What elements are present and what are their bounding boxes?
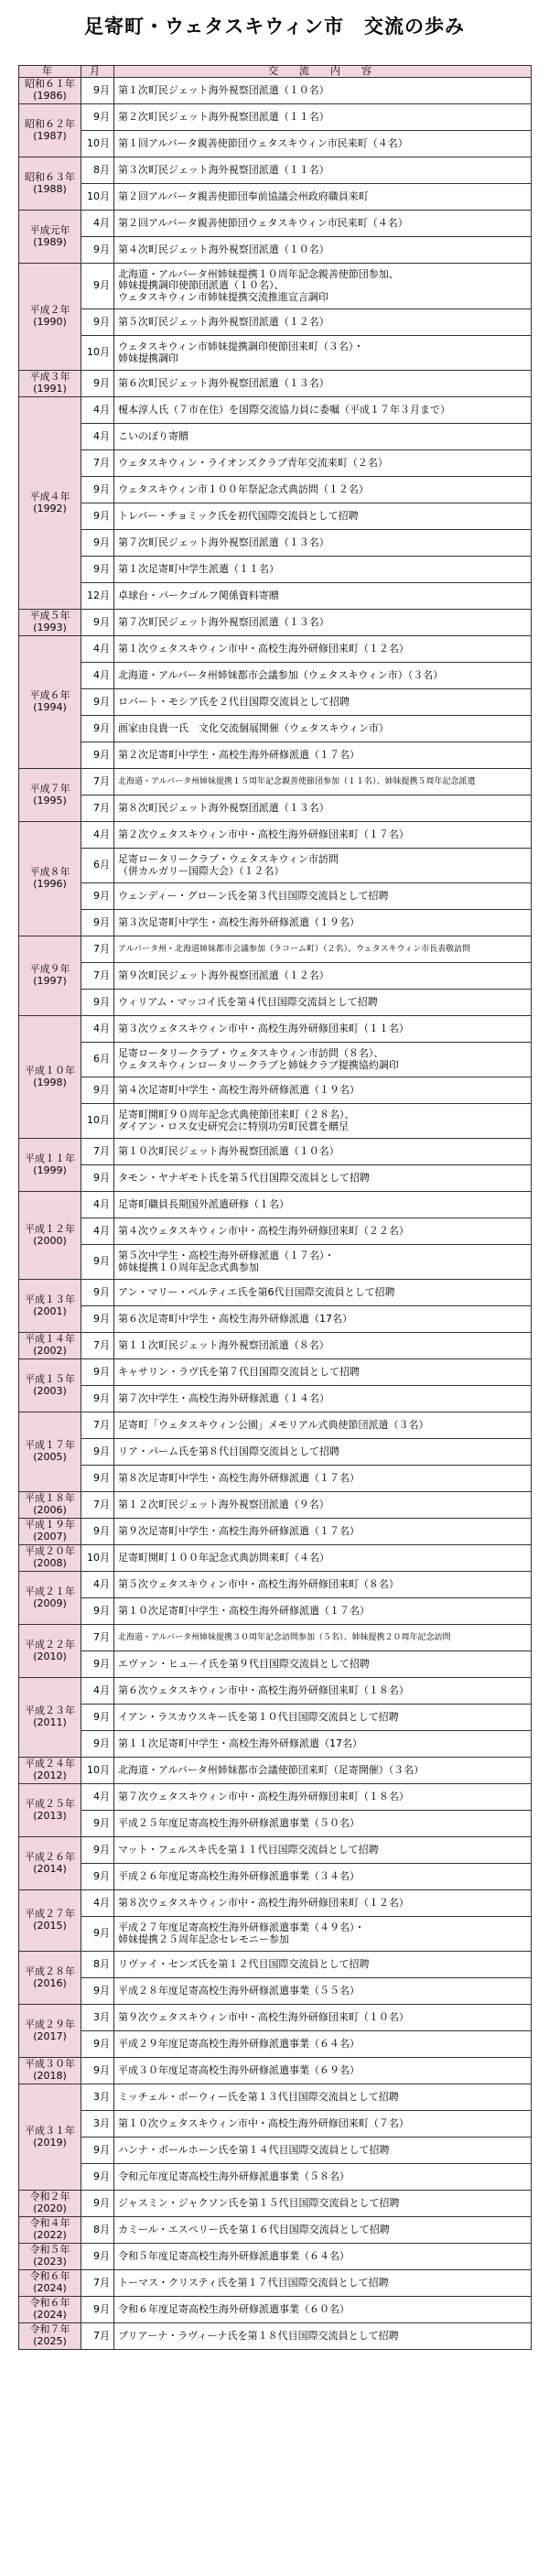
month-cell: 9月 — [81, 1439, 114, 1466]
table-row — [19, 1545, 532, 1572]
month-cell: 4月 — [81, 1572, 114, 1598]
month-cell: 9月 — [81, 477, 114, 503]
year-cell: 平成元年 (1989) — [19, 211, 81, 264]
month-cell: 9月 — [81, 742, 114, 769]
content-cell: タモン・ヤナギモト氏を第５代目国際交流員として招聘 — [114, 1165, 532, 1192]
content-cell: リヴァイ・センズ氏を第１２代目国際交流員として招聘 — [114, 1952, 532, 1978]
content-cell: 第９次町民ジェット海外視察団派遣（１２名） — [114, 963, 532, 990]
content-cell: 第４次足寄町中学生・高校生海外研修派遣（１９名） — [114, 1077, 532, 1104]
table-row — [19, 309, 532, 336]
year-cell: 平成４年 (1992) — [19, 397, 81, 610]
table-row — [19, 1784, 532, 1811]
month-cell: 10月 — [81, 336, 114, 371]
month-cell: 4月 — [81, 1016, 114, 1043]
content-cell: こいのぼり寄贈 — [114, 424, 532, 450]
month-cell: 9月 — [81, 2031, 114, 2058]
month-cell: 9月 — [81, 1165, 114, 1192]
year-cell: 令和４年 (2022) — [19, 2217, 81, 2244]
content-cell: 第１０次ウェタスキウィン市中・高校生海外研修団来町（７名） — [114, 2111, 532, 2138]
year-cell: 平成１５年 (2003) — [19, 1359, 81, 1412]
content-cell: 第１次ウェタスキウィン市中・高校生海外研修団来町（１２名） — [114, 636, 532, 663]
table-row — [19, 2297, 532, 2323]
table-row — [19, 1917, 532, 1952]
table-row — [19, 2111, 532, 2138]
table-row — [19, 2244, 532, 2270]
year-cell: 平成１２年 (2000) — [19, 1192, 81, 1280]
table-row — [19, 910, 532, 936]
year-cell: 平成８年 (1996) — [19, 822, 81, 936]
month-cell: 9月 — [81, 1280, 114, 1306]
table-header-row — [19, 66, 532, 78]
content-cell: 足寄町職員長期国外派遣研修（１名） — [114, 1192, 532, 1218]
content-cell: 第１０次町民ジェット海外視察団派遣（１０名） — [114, 1139, 532, 1165]
content-cell: 第１次足寄町中学生派遣（１１名） — [114, 557, 532, 583]
table-row — [19, 1519, 532, 1545]
month-cell: 9月 — [81, 1651, 114, 1678]
content-cell: 北海道・アルバータ州姉妹都市会議参加（ウェタスキウィン市）（３名） — [114, 663, 532, 689]
content-cell: ウェタスキウィン・ライオンズクラブ青年交流来町（２名） — [114, 450, 532, 477]
content-cell: 北海道・アルバータ州姉妹提携１０周年記念親善使節団参加、 姉妹提携調印使節団派遣（１０名）、 ウェタスキウィン市姉妹提携交流推進宣言調印 — [114, 264, 532, 309]
table-row — [19, 237, 532, 264]
month-cell: 9月 — [81, 1245, 114, 1280]
table-row — [19, 131, 532, 157]
table-row — [19, 1218, 532, 1245]
month-column-header: 月 — [81, 66, 114, 78]
page-title: 足寄町・ウェタスキウィン市 交流の歩み — [84, 16, 465, 38]
month-cell: 9月 — [81, 910, 114, 936]
month-cell: 9月 — [81, 610, 114, 636]
content-cell: ウィリアム・マッコイ氏を第４代目国際交流員として招聘 — [114, 990, 532, 1016]
month-cell: 9月 — [81, 1077, 114, 1104]
table-row — [19, 2138, 532, 2164]
year-cell: 平成１８年 (2006) — [19, 1492, 81, 1519]
content-cell: リア・パーム氏を第８代目国際交流員として招聘 — [114, 1439, 532, 1466]
content-cell: 第２次町民ジェット海外視察団派遣（１１名） — [114, 104, 532, 131]
table-row — [19, 1811, 532, 1837]
month-cell: 9月 — [81, 1466, 114, 1492]
year-cell: 平成２１年 (2009) — [19, 1572, 81, 1625]
month-cell: 4月 — [81, 822, 114, 849]
table-row — [19, 1952, 532, 1978]
month-cell: 9月 — [81, 1386, 114, 1412]
year-cell: 令和６年 (2024) — [19, 2297, 81, 2323]
month-cell: 9月 — [81, 2244, 114, 2270]
table-row — [19, 477, 532, 503]
table-row — [19, 1466, 532, 1492]
month-cell: 9月 — [81, 104, 114, 131]
content-cell: 第６次町民ジェット海外視察団派遣（１３名） — [114, 371, 532, 397]
year-cell: 平成３１年 (2019) — [19, 2084, 81, 2191]
content-cell: 第７次中学生・高校生海外研修派遣（１４名） — [114, 1386, 532, 1412]
content-cell: 第１２次町民ジェット海外視察団派遣（９名） — [114, 1492, 532, 1519]
table-row — [19, 2323, 532, 2350]
content-cell: 第７次町民ジェット海外視察団派遣（１３名） — [114, 530, 532, 557]
year-cell: 平成５年 (1993) — [19, 610, 81, 636]
year-cell: 平成７年 (1995) — [19, 769, 81, 822]
year-cell: 平成２年 (1990) — [19, 264, 81, 371]
table-row — [19, 1837, 532, 1864]
table-row — [19, 1043, 532, 1077]
content-cell: 第１１次町民ジェット海外視察団派遣（８名） — [114, 1333, 532, 1359]
year-cell: 平成２０年 (2008) — [19, 1545, 81, 1572]
content-cell: 第４次町民ジェット海外視察団派遣（１０名） — [114, 237, 532, 264]
table-row — [19, 1864, 532, 1890]
content-cell: トーマス・クリスティ氏を第１７代目国際交流員として招聘 — [114, 2270, 532, 2297]
table-row — [19, 78, 532, 104]
month-cell: 10月 — [81, 1545, 114, 1572]
month-cell: 9月 — [81, 237, 114, 264]
content-cell: イアン・ラスカウスキー氏を第１０代目国際交流員として招聘 — [114, 1705, 532, 1731]
content-cell: 第５次中学生・高校生海外研修派遣（１７名）・ 姉妹提携１０周年記念式典参加 — [114, 1245, 532, 1280]
year-cell: 平成２７年 (2015) — [19, 1890, 81, 1952]
month-cell: 9月 — [81, 1978, 114, 2005]
content-cell: 令和５年度足寄高校生海外研修派遣事業（６４名） — [114, 2244, 532, 2270]
table-row — [19, 769, 532, 796]
content-cell: 第３次足寄町中学生・高校生海外研修派遣（１９名） — [114, 910, 532, 936]
month-cell: 9月 — [81, 883, 114, 910]
table-row — [19, 1651, 532, 1678]
month-cell: 7月 — [81, 936, 114, 963]
month-cell: 3月 — [81, 2084, 114, 2111]
content-cell: ミッチェル・ボーウィー氏を第１３代目国際交流員として招聘 — [114, 2084, 532, 2111]
content-cell: ジャスミン・ジャクソン氏を第１５代目国際交流員として招聘 — [114, 2191, 532, 2217]
table-row — [19, 1598, 532, 1625]
content-cell: アン・マリー・ペルティエ氏を第6代目国際交流員として招聘 — [114, 1280, 532, 1306]
table-row — [19, 1758, 532, 1784]
month-cell: 9月 — [81, 1306, 114, 1333]
content-cell: 第６次足寄町中学生・高校生海外研修派遣（17名） — [114, 1306, 532, 1333]
month-cell: 7月 — [81, 769, 114, 796]
table-row — [19, 990, 532, 1016]
year-cell: 平成６年 (1994) — [19, 636, 81, 769]
content-cell: 平成３０年度足寄高校生海外研修派遣事業（６９名） — [114, 2058, 532, 2084]
table-row — [19, 397, 532, 424]
table-row — [19, 424, 532, 450]
month-cell: 8月 — [81, 2217, 114, 2244]
content-cell: 第８次町民ジェット海外視察団派遣（１３名） — [114, 796, 532, 822]
month-cell: 7月 — [81, 1333, 114, 1359]
table-row — [19, 716, 532, 742]
content-cell: ブリアーナ・ラヴィーナ氏を第１８代目国際交流員として招聘 — [114, 2323, 532, 2350]
table-row — [19, 1359, 532, 1386]
table-row — [19, 2164, 532, 2191]
table-row — [19, 530, 532, 557]
month-cell: 9月 — [81, 2058, 114, 2084]
table-row — [19, 1139, 532, 1165]
month-cell: 4月 — [81, 397, 114, 424]
month-cell: 9月 — [81, 1837, 114, 1864]
month-cell: 6月 — [81, 849, 114, 883]
content-cell: 北海道・アルバータ州姉妹都市会議使節団来町（足寄開催）（３名） — [114, 1758, 532, 1784]
table-row — [19, 1245, 532, 1280]
month-cell: 9月 — [81, 78, 114, 104]
year-cell: 平成１９年 (2007) — [19, 1519, 81, 1545]
month-cell: 4月 — [81, 424, 114, 450]
year-cell: 平成２３年 (2011) — [19, 1678, 81, 1758]
content-cell: 第７次ウェタスキウィン市中・高校生海外研修団来町（１８名） — [114, 1784, 532, 1811]
year-cell: 平成２２年 (2010) — [19, 1625, 81, 1678]
content-cell: 第９次ウェタスキウィン市中・高校生海外研修団来町（１０名） — [114, 2005, 532, 2031]
table-row — [19, 1572, 532, 1598]
content-cell: 令和６年度足寄高校生海外研修派遣事業（６０名） — [114, 2297, 532, 2323]
table-row — [19, 822, 532, 849]
table-row — [19, 1306, 532, 1333]
table-body — [19, 78, 532, 2350]
content-cell: 足寄町「ウェタスキウィン公園」メモリアル式典使節団派遣（３名） — [114, 1412, 532, 1439]
content-cell: 平成２７年度足寄高校生海外研修派遣事業（４９名）・ 姉妹提携２５周年記念セレモニー参加 — [114, 1917, 532, 1952]
content-cell: 画家由良貴一氏 文化交流個展開催（ウェタスキウィン市） — [114, 716, 532, 742]
year-cell: 平成２９年 (2017) — [19, 2005, 81, 2058]
table-row — [19, 742, 532, 769]
table-row — [19, 1412, 532, 1439]
year-cell: 平成３０年 (2018) — [19, 2058, 81, 2084]
content-cell: 榎本淳人氏（７市在住）を国際交流協力員に委嘱（平成１７年３月まで） — [114, 397, 532, 424]
year-cell: 平成１７年 (2005) — [19, 1412, 81, 1492]
year-column-header: 年 — [19, 66, 81, 78]
month-cell: 9月 — [81, 2297, 114, 2323]
content-cell: 令和元年度足寄高校生海外研修派遣事業（５８名） — [114, 2164, 532, 2191]
table-row — [19, 371, 532, 397]
table-row — [19, 849, 532, 883]
content-cell: 第８次足寄町中学生・高校生海外研修派遣（１７名） — [114, 1466, 532, 1492]
content-cell: ロバート・モシア氏を２代目国際交流員として招聘 — [114, 689, 532, 716]
content-cell: 第１１次足寄町中学生・高校生海外研修派遣（17名） — [114, 1731, 532, 1758]
table-row — [19, 1731, 532, 1758]
content-cell: 第４次ウェタスキウィン市中・高校生海外研修団来町（２２名） — [114, 1218, 532, 1245]
year-cell: 平成１０年 (1998) — [19, 1016, 81, 1139]
content-cell: カミール・エスペリー氏を第１６代目国際交流員として招聘 — [114, 2217, 532, 2244]
table-row — [19, 450, 532, 477]
month-cell: 7月 — [81, 796, 114, 822]
month-cell: 4月 — [81, 1890, 114, 1917]
year-cell: 平成１３年 (2001) — [19, 1280, 81, 1333]
content-cell: 第８次ウェタスキウィン市中・高校生海外研修団来町（１２名） — [114, 1890, 532, 1917]
month-cell: 7月 — [81, 450, 114, 477]
month-cell: 7月 — [81, 1492, 114, 1519]
content-cell: 第３次町民ジェット海外視察団派遣（１１名） — [114, 157, 532, 184]
table-row — [19, 264, 532, 309]
content-cell: 平成２５年度足寄高校生海外研修派遣事業（５０名） — [114, 1811, 532, 1837]
table-row — [19, 211, 532, 237]
month-cell: 9月 — [81, 309, 114, 336]
month-cell: 4月 — [81, 1678, 114, 1705]
table-row — [19, 1165, 532, 1192]
table-row — [19, 583, 532, 610]
month-cell: 7月 — [81, 1139, 114, 1165]
table-row — [19, 1192, 532, 1218]
content-cell: トレバー・チョミック氏を初代国際交流員として招聘 — [114, 503, 532, 530]
year-cell: 昭和６２年 (1987) — [19, 104, 81, 157]
table-row — [19, 883, 532, 910]
month-cell: 4月 — [81, 1784, 114, 1811]
table-row — [19, 663, 532, 689]
table-row — [19, 610, 532, 636]
content-cell: 平成２６年度足寄高校生海外研修派遣事業（３４名） — [114, 1864, 532, 1890]
table-row — [19, 689, 532, 716]
month-cell: 9月 — [81, 557, 114, 583]
month-cell: 8月 — [81, 157, 114, 184]
content-column-header: 交 流 内 容 — [114, 66, 532, 78]
month-cell: 9月 — [81, 1811, 114, 1837]
content-cell: 足寄ロータリークラブ・ウェタスキウィン市訪問 （併カルガリー国際大会）（１２名） — [114, 849, 532, 883]
content-cell: 第２次足寄町中学生・高校生海外研修派遣（１７名） — [114, 742, 532, 769]
table-row — [19, 1890, 532, 1917]
month-cell: 9月 — [81, 1519, 114, 1545]
table-row — [19, 557, 532, 583]
table-row — [19, 104, 532, 131]
month-cell: 8月 — [81, 1952, 114, 1978]
content-cell: 第５次町民ジェット海外視察団派遣（１２名） — [114, 309, 532, 336]
month-cell: 9月 — [81, 1598, 114, 1625]
content-cell: ウェタスキウィン市１００年祭記念式典訪問（１２名） — [114, 477, 532, 503]
table-row — [19, 2005, 532, 2031]
month-cell: 7月 — [81, 2270, 114, 2297]
content-cell: 第２次ウェタスキウィン市中・高校生海外研修団来町（１７名） — [114, 822, 532, 849]
table-row — [19, 1439, 532, 1466]
month-cell: 7月 — [81, 963, 114, 990]
table-row — [19, 1625, 532, 1651]
month-cell: 9月 — [81, 689, 114, 716]
content-cell: アルバータ州・北海道姉妹都市会議参加（ラコーム町）（２名）、ウェタスキウィン市長表敬訪問 — [114, 936, 532, 963]
content-cell: キャサリン・ラヴ氏を第７代目国際交流員として招聘 — [114, 1359, 532, 1386]
month-cell: 4月 — [81, 663, 114, 689]
table-row — [19, 2270, 532, 2297]
table-row — [19, 1333, 532, 1359]
table-row — [19, 636, 532, 663]
month-cell: 3月 — [81, 2111, 114, 2138]
table-row — [19, 2084, 532, 2111]
content-cell: 第７次町民ジェット海外視察団派遣（１３名） — [114, 610, 532, 636]
table-row — [19, 796, 532, 822]
content-cell: 足寄町開町１００年記念式典訪問来町（４名） — [114, 1545, 532, 1572]
year-cell: 令和６年 (2024) — [19, 2270, 81, 2297]
content-cell: 北海道・アルバータ州姉妹提携３０周年記念訪問参加（５名）、姉妹提携２０周年記念訪問 — [114, 1625, 532, 1651]
history-table — [18, 65, 532, 2350]
year-cell: 令和２年 (2020) — [19, 2191, 81, 2217]
year-cell: 平成２６年 (2014) — [19, 1837, 81, 1890]
month-cell: 4月 — [81, 636, 114, 663]
table-row — [19, 1678, 532, 1705]
table-row — [19, 157, 532, 184]
month-cell: 9月 — [81, 2138, 114, 2164]
table-row — [19, 1016, 532, 1043]
content-cell: ウェタスキウィン市姉妹提携調印使節団来町（３名）・ 姉妹提携調印 — [114, 336, 532, 371]
content-cell: 第５次ウェタスキウィン市中・高校生海外研修団来町（８名） — [114, 1572, 532, 1598]
content-cell: 第１回アルバータ親善使節団ウェタスキウィン市民来町（４名） — [114, 131, 532, 157]
month-cell: 9月 — [81, 371, 114, 397]
content-cell: マット・フェルスキ氏を第１１代目国際交流員として招聘 — [114, 1837, 532, 1864]
month-cell: 4月 — [81, 1192, 114, 1218]
content-cell: 第１次町民ジェット海外視察団派遣（１０名） — [114, 78, 532, 104]
month-cell: 3月 — [81, 2005, 114, 2031]
month-cell: 4月 — [81, 1218, 114, 1245]
content-cell: ウェンディー・グローン氏を第３代目国際交流員として招聘 — [114, 883, 532, 910]
table-row — [19, 1978, 532, 2005]
year-cell: 平成９年 (1997) — [19, 936, 81, 1016]
month-cell: 7月 — [81, 2323, 114, 2350]
month-cell: 9月 — [81, 716, 114, 742]
year-cell: 令和７年 (2025) — [19, 2323, 81, 2350]
content-cell: 卓球台・パークゴルフ関係資料寄贈 — [114, 583, 532, 610]
year-cell: 昭和６１年 (1986) — [19, 78, 81, 104]
month-cell: 10月 — [81, 1758, 114, 1784]
content-cell: 平成２９年度足寄高校生海外研修派遣事業（６４名） — [114, 2031, 532, 2058]
content-cell: 第３次ウェタスキウィン市中・高校生海外研修団来町（１１名） — [114, 1016, 532, 1043]
month-cell: 9月 — [81, 990, 114, 1016]
table-row — [19, 2191, 532, 2217]
year-cell: 平成２４年 (2012) — [19, 1758, 81, 1784]
month-cell: 10月 — [81, 184, 114, 211]
month-cell: 9月 — [81, 1359, 114, 1386]
month-cell: 9月 — [81, 264, 114, 309]
table-row — [19, 1386, 532, 1412]
year-cell: 令和５年 (2023) — [19, 2244, 81, 2270]
table-row — [19, 503, 532, 530]
table-row — [19, 1492, 532, 1519]
year-cell: 平成３年 (1991) — [19, 371, 81, 397]
content-cell: 第６次ウェタスキウィン市中・高校生海外研修団来町（１８名） — [114, 1678, 532, 1705]
year-cell: 平成２５年 (2013) — [19, 1784, 81, 1837]
table-row — [19, 2058, 532, 2084]
month-cell: 10月 — [81, 131, 114, 157]
month-cell: 9月 — [81, 530, 114, 557]
year-cell: 平成１１年 (1999) — [19, 1139, 81, 1192]
content-cell: 第９次足寄町中学生・高校生海外研修派遣（１７名） — [114, 1519, 532, 1545]
month-cell: 9月 — [81, 503, 114, 530]
table-row — [19, 963, 532, 990]
content-cell: 第１０次足寄町中学生・高校生海外研修派遣（１７名） — [114, 1598, 532, 1625]
month-cell: 4月 — [81, 211, 114, 237]
month-cell: 9月 — [81, 1731, 114, 1758]
table-row — [19, 1104, 532, 1139]
month-cell: 9月 — [81, 2164, 114, 2191]
table-row — [19, 936, 532, 963]
content-cell: ハンナ・ボールホーン氏を第１４代目国際交流員として招聘 — [114, 2138, 532, 2164]
month-cell: 7月 — [81, 1412, 114, 1439]
content-cell: 足寄町開町９０周年記念式典使節団来町（２８名）、 ダイアン・ロス女史研究会に特別功労町民賞を贈呈 — [114, 1104, 532, 1139]
table-row — [19, 2031, 532, 2058]
table-row — [19, 2217, 532, 2244]
content-cell: 第２回アルバータ親善使節団奉前協議会州政府職員来町 — [114, 184, 532, 211]
month-cell: 9月 — [81, 2191, 114, 2217]
content-cell: 第２回アルバータ親善使節団ウェタスキウィン市民来町（４名） — [114, 211, 532, 237]
table-row — [19, 1077, 532, 1104]
month-cell: 10月 — [81, 1104, 114, 1139]
month-cell: 9月 — [81, 1917, 114, 1952]
table-row — [19, 336, 532, 371]
month-cell: 9月 — [81, 1864, 114, 1890]
month-cell: 6月 — [81, 1043, 114, 1077]
content-cell: 北海道・アルバータ州姉妹提携１５周年記念親善使節団参加（１１名）、姉妹提携５周年記念派遣 — [114, 769, 532, 796]
year-cell: 平成２８年 (2016) — [19, 1952, 81, 2005]
table-row — [19, 1280, 532, 1306]
table-row — [19, 1705, 532, 1731]
table-row — [19, 184, 532, 211]
year-cell: 昭和６３年 (1988) — [19, 157, 81, 211]
month-cell: 7月 — [81, 1625, 114, 1651]
content-cell: エヴァン・ヒューイ氏を第９代目国際交流員として招聘 — [114, 1651, 532, 1678]
month-cell: 9月 — [81, 1705, 114, 1731]
content-cell: 平成２８年度足寄高校生海外研修派遣事業（５５名） — [114, 1978, 532, 2005]
year-cell: 平成１４年 (2002) — [19, 1333, 81, 1359]
month-cell: 12月 — [81, 583, 114, 610]
content-cell: 足寄ロータリークラブ・ウェタスキウィン市訪問（８名）、 ウェタスキウィンロータリークラブと姉妹クラブ提携協約調印 — [114, 1043, 532, 1077]
